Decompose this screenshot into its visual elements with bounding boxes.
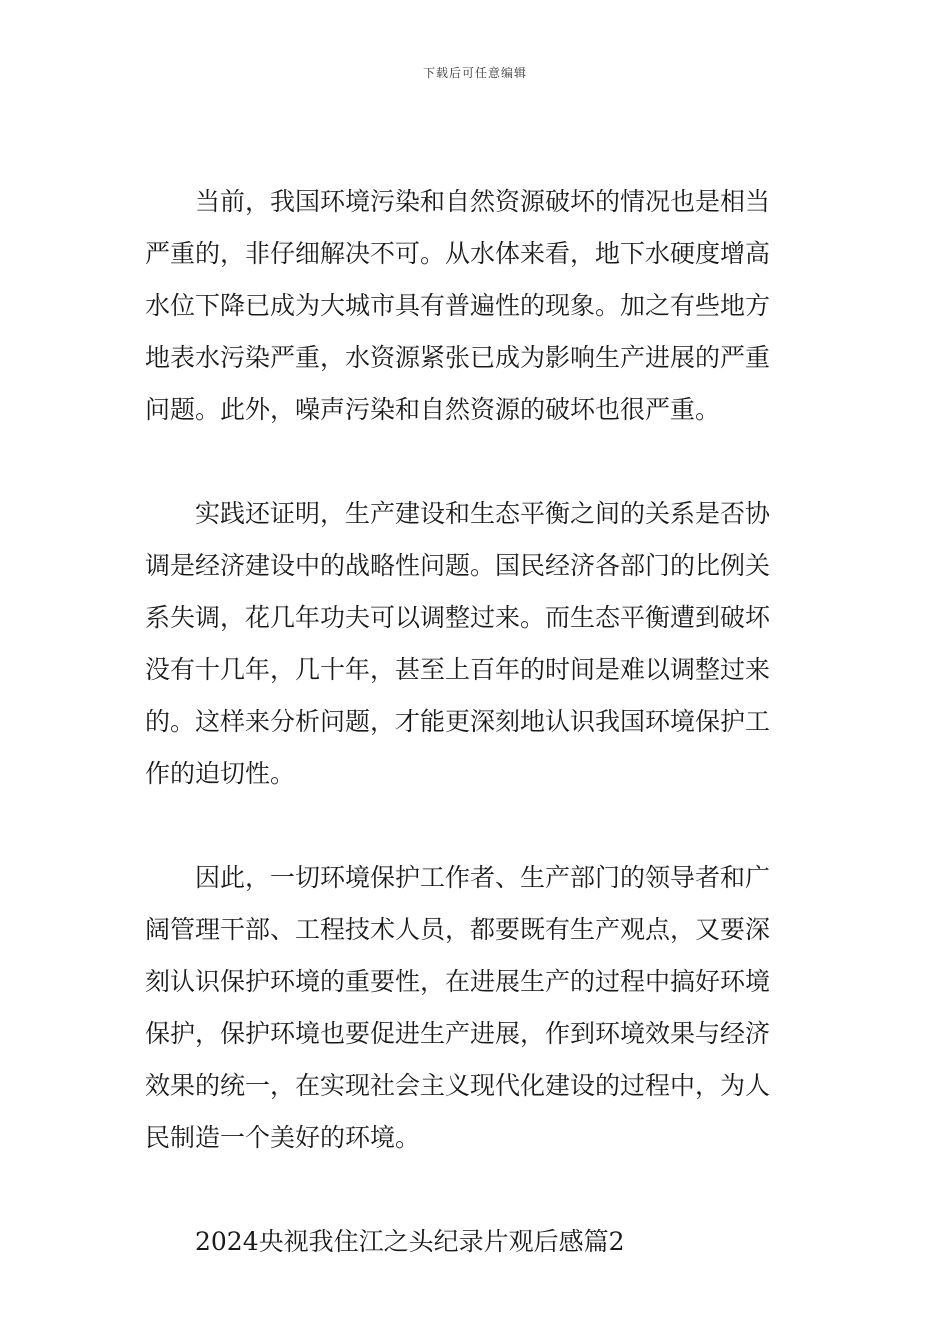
page-header-note: 下载后可任意编辑 xyxy=(422,66,527,80)
paragraph-line: 保护，保护环境也要促进生产进展，作到环境效果与经济 xyxy=(145,1019,771,1048)
paragraph-line: 刻认识保护环境的重要性，在进展生产的过程中搞好环境 xyxy=(145,967,771,996)
paragraph-line: 调是经济建设中的战略性问题。国民经济各部门的比例关 xyxy=(145,551,771,580)
paragraph-line: 民制造一个美好的环境。 xyxy=(145,1123,421,1152)
paragraph-3 xyxy=(145,852,810,1164)
paragraph-line: 系失调，花几年功夫可以调整过来。而生态平衡遭到破坏 xyxy=(145,603,771,632)
paragraph-line: 水位下降已成为大城市具有普遍性的现象。加之有些地方 xyxy=(145,291,771,320)
paragraph-line: 问题。此外，噪声污染和自然资源的破坏也很严重。 xyxy=(145,395,721,424)
section-title: 2024央视我住江之头纪录片观后感篇2 xyxy=(195,1227,625,1256)
paragraph-line: 没有十几年，几十年，甚至上百年的时间是难以调整过来 xyxy=(145,655,771,684)
paragraph-line: 效果的统一，在实现社会主义现代化建设的过程中，为人 xyxy=(145,1071,771,1100)
paragraph-line: 因此，一切环境保护工作者、生产部门的领导者和广 xyxy=(195,863,771,892)
paragraph-1 xyxy=(145,176,810,436)
paragraph-line: 地表水污染严重，水资源紧张已成为影响生产进展的严重 xyxy=(145,343,771,372)
paragraph-line: 严重的，非仔细解决不可。从水体来看，地下水硬度增高 xyxy=(145,239,771,268)
document-body xyxy=(145,176,810,1268)
paragraph-line: 作的迫切性。 xyxy=(145,759,296,788)
paragraph-2 xyxy=(145,488,810,800)
paragraph-line: 阔管理干部、工程技术人员，都要既有生产观点，又要深 xyxy=(145,915,771,944)
paragraph-line: 的。这样来分析问题，才能更深刻地认识我国环境保护工 xyxy=(145,707,771,736)
paragraph-line: 实践还证明，生产建设和生态平衡之间的关系是否协 xyxy=(195,499,771,528)
paragraph-line: 当前，我国环境污染和自然资源破坏的情况也是相当 xyxy=(195,187,771,216)
